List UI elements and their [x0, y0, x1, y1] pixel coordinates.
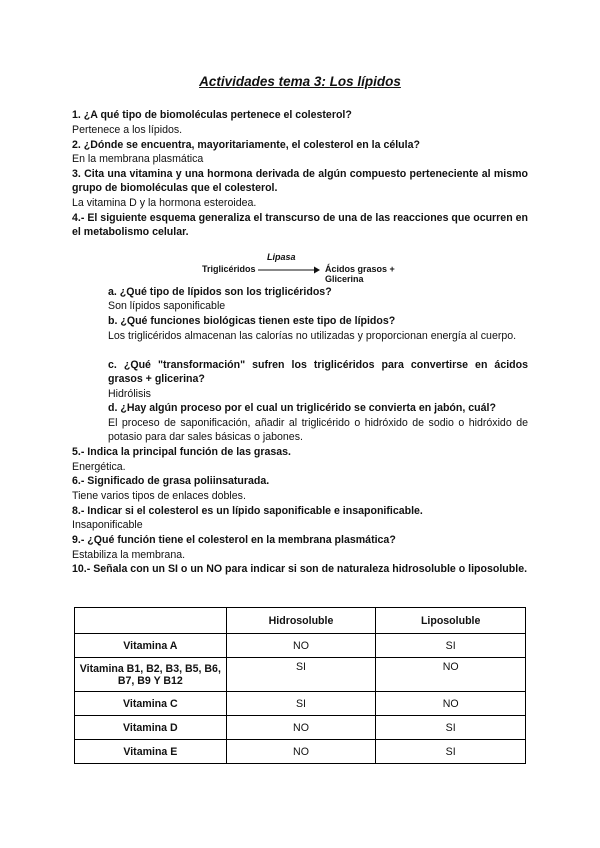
question-4c: c. ¿Qué "transformación" sufren los triglicéridos para convertirse en ácidos grasos + glicerina? [108, 359, 528, 385]
answer-9: Estabiliza la membrana. [72, 549, 186, 561]
question-10: 10.- Señala con un SI o un NO para indicar si son de naturaleza hidrosoluble o liposoluble. [72, 563, 528, 575]
liposoluble-cell: NO [376, 658, 526, 692]
answer-2: En la membrana plasmática [72, 153, 204, 165]
scheme-products: Ácidos grasos + Glicerina [325, 264, 395, 284]
answer-6: Tiene varios tipos de enlaces dobles. [72, 490, 246, 502]
vitamin-name: Vitamina E [75, 740, 227, 764]
question-4b: b. ¿Qué funciones biológicas tienen este tipo de lípidos? [108, 315, 396, 327]
table-header-empty [75, 608, 227, 634]
table-header-liposoluble: Liposoluble [376, 608, 526, 634]
hidrosoluble-cell: NO [226, 716, 376, 740]
vitamins-table [74, 607, 526, 764]
answer-3: La vitamina D y la hormona esteroidea. [72, 197, 257, 209]
answer-4c: Hidrólisis [108, 388, 151, 400]
hidrosoluble-cell: NO [226, 634, 376, 658]
liposoluble-cell: SI [376, 716, 526, 740]
question-4d: d. ¿Hay algún proceso por el cual un triglicérido se convierta en jabón, cuál? [108, 402, 496, 414]
answer-4d: El proceso de saponificación, añadir al triglicérido o hidróxido de sodio o hidróxido de potasio para dar sales básicas o jabones. [108, 417, 528, 443]
scheme-reactant: Triglicéridos [202, 264, 256, 274]
reaction-arrow-icon [258, 266, 320, 274]
table-header-row [75, 608, 526, 634]
table-header-hidrosoluble: Hidrosoluble [226, 608, 376, 634]
answer-4a: Son lípidos saponificable [108, 300, 226, 312]
question-1: 1. ¿A qué tipo de biomoléculas pertenece el colesterol? [72, 109, 352, 121]
question-2: 2. ¿Dónde se encuentra, mayoritariamente, el colesterol en la célula? [72, 139, 420, 151]
vitamin-name: Vitamina A [75, 634, 227, 658]
liposoluble-cell: NO [376, 692, 526, 716]
hidrosoluble-cell: NO [226, 740, 376, 764]
reaction-scheme [202, 252, 432, 284]
answer-5: Energética. [72, 461, 126, 473]
liposoluble-cell: SI [376, 740, 526, 764]
vitamin-name: Vitamina C [75, 692, 227, 716]
scheme-enzyme: Lipasa [267, 252, 296, 262]
question-5: 5.- Indica la principal función de las grasas. [72, 446, 292, 458]
question-3: 3. Cita una vitamina y una hormona derivada de algún compuesto perteneciente al mismo grupo de biomoléculas que el colesterol. [72, 168, 528, 194]
table-row [75, 740, 526, 764]
table-row [75, 692, 526, 716]
table-row [75, 658, 526, 692]
vitamin-name: Vitamina B1, B2, B3, B5, B6, B7, B9 Y B12 [75, 658, 227, 692]
table-row [75, 634, 526, 658]
question-8: 8.- Indicar si el colesterol es un lípido saponificable e insaponificable. [72, 505, 423, 517]
hidrosoluble-cell: SI [226, 692, 376, 716]
table-row [75, 716, 526, 740]
answer-4b: Los triglicéridos almacenan las calorías no utilizadas y proporcionan energía al cuerpo. [108, 330, 517, 342]
vitamin-name: Vitamina D [75, 716, 227, 740]
answer-8: Insaponificable [72, 519, 143, 531]
question-4a: a. ¿Qué tipo de lípidos son los triglicéridos? [108, 286, 332, 298]
answer-1: Pertenece a los lípidos. [72, 124, 183, 136]
hidrosoluble-cell: SI [226, 658, 376, 692]
page-title: Actividades tema 3: Los lípidos [199, 74, 401, 89]
liposoluble-cell: SI [376, 634, 526, 658]
question-9: 9.- ¿Qué función tiene el colesterol en la membrana plasmática? [72, 534, 396, 546]
question-4: 4.- El siguiente esquema generaliza el transcurso de una de las reacciones que ocurren en el metabolismo celular. [72, 212, 528, 238]
question-6: 6.- Significado de grasa poliinsaturada. [72, 475, 270, 487]
